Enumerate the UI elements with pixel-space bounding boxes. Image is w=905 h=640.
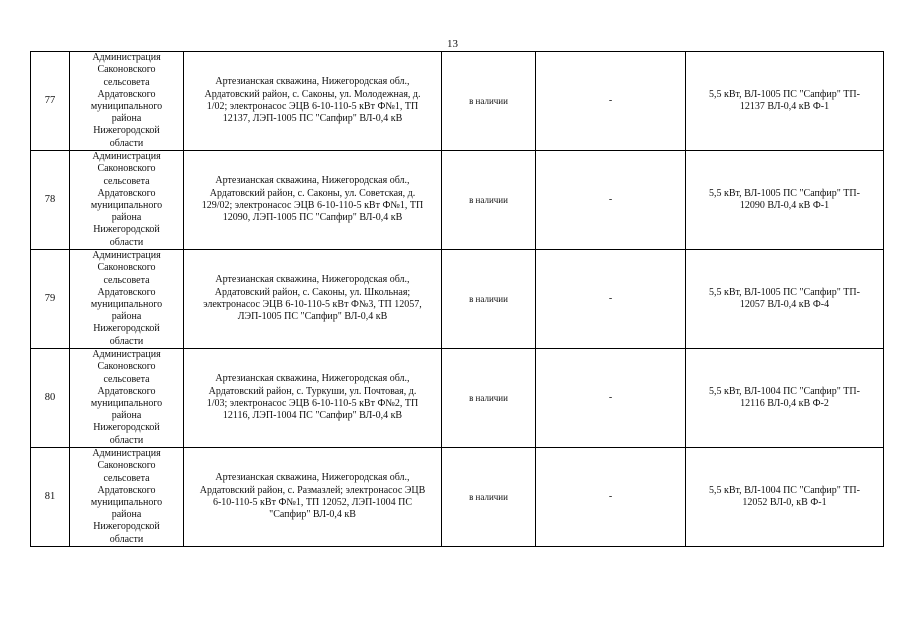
object-description-line: Артезианская скважина, Нижегородская обл.,: [215, 274, 410, 286]
power-supply-line: 12052 ВЛ-0, кВ Ф-1: [742, 497, 827, 508]
owner-line: области: [109, 434, 144, 446]
owner-line: Ардатовского: [97, 385, 156, 397]
owner-line: Администрация: [92, 349, 161, 361]
object-description-line: 129/02; электронасос ЭЦВ 6-10-110-5 кВт Ф№1, ТП: [201, 200, 424, 211]
owner-line: муниципального: [90, 101, 163, 112]
object-description-line: "Сапфир" ВЛ-0,4 кВ: [269, 509, 356, 521]
row-number-cell: 78: [31, 151, 70, 250]
table-row: [31, 349, 884, 448]
status-cell: в наличии: [442, 349, 536, 448]
owner-line: района: [111, 113, 142, 125]
object-description-cell: [184, 349, 442, 448]
power-supply-cell: [686, 151, 884, 250]
object-description-line: Артезианская скважина, Нижегородская обл.,: [215, 472, 410, 484]
page-number: 13: [447, 38, 458, 50]
object-description-line: Артезианская скважина, Нижегородская обл.,: [215, 373, 410, 385]
owner-line: района: [111, 212, 142, 224]
owner-line: района: [111, 410, 142, 422]
power-supply-line: 5,5 кВт, ВЛ-1004 ПС "Сапфир" ТП-: [709, 385, 860, 397]
owner-line: Ардатовского: [97, 187, 156, 199]
note-cell: -: [536, 448, 686, 547]
owner-line: района: [111, 509, 142, 521]
owner-line: Администрация: [92, 151, 161, 163]
owner-line: Нижегородской: [93, 422, 160, 434]
owner-line: муниципального: [90, 497, 163, 508]
owner-line: Саконовского: [97, 64, 156, 76]
owner-line: Нижегородской: [93, 125, 160, 137]
owner-line: района: [111, 311, 142, 323]
object-description-cell: [184, 448, 442, 547]
object-description-line: ЛЭП-1005 ПС "Сапфир" ВЛ-0,4 кВ: [237, 311, 388, 323]
object-description-line: 1/02; электронасос ЭЦВ 6-10-110-5 кВт Ф№1, ТП: [206, 101, 419, 112]
object-description-cell: [184, 250, 442, 349]
owner-cell: [70, 349, 184, 448]
owner-line: муниципального: [90, 299, 163, 310]
object-description-line: Артезианская скважина, Нижегородская обл.,: [215, 76, 410, 88]
owner-line: Ардатовского: [97, 88, 156, 100]
owner-line: муниципального: [90, 200, 163, 211]
owner-line: Ардатовского: [97, 484, 156, 496]
owner-cell: [70, 52, 184, 151]
table-row: [31, 151, 884, 250]
object-description-line: Ардатовский район, с. Саконы, ул. Молодежная, д.: [204, 88, 421, 100]
owner-line: Администрация: [92, 250, 161, 262]
owner-line: Нижегородской: [93, 224, 160, 236]
owner-cell: [70, 151, 184, 250]
object-description-line: Ардатовский район, с. Саконы, ул. Советская, д.: [209, 187, 416, 199]
note-cell: -: [536, 151, 686, 250]
owner-line: Ардатовского: [97, 286, 156, 298]
owner-line: Саконовского: [97, 361, 156, 373]
registry-table: [30, 51, 884, 547]
power-supply-line: 5,5 кВт, ВЛ-1005 ПС "Сапфир" ТП-: [709, 187, 860, 199]
owner-line: Нижегородской: [93, 323, 160, 335]
table-row: [31, 448, 884, 547]
row-number-cell: 80: [31, 349, 70, 448]
owner-line: сельсовета: [103, 274, 150, 286]
status-cell: в наличии: [442, 52, 536, 151]
owner-line: Саконовского: [97, 460, 156, 472]
row-number-cell: 81: [31, 448, 70, 547]
note-cell: -: [536, 349, 686, 448]
power-supply-line: 5,5 кВт, ВЛ-1004 ПС "Сапфир" ТП-: [709, 484, 860, 496]
object-description-line: 6-10-110-5 кВт Ф№1, ТП 12052, ЛЭП-1004 ПС: [212, 497, 413, 508]
owner-line: Саконовского: [97, 262, 156, 274]
object-description-line: электронасос ЭЦВ 6-10-110-5 кВт Ф№3, ТП 12057,: [203, 299, 422, 310]
owner-cell: [70, 448, 184, 547]
power-supply-cell: [686, 349, 884, 448]
power-supply-cell: [686, 52, 884, 151]
power-supply-cell: [686, 448, 884, 547]
object-description-line: 12116, ЛЭП-1004 ПС "Сапфир" ВЛ-0,4 кВ: [222, 410, 403, 422]
owner-line: сельсовета: [103, 175, 150, 187]
object-description-line: 12090, ЛЭП-1005 ПС "Сапфир" ВЛ-0,4 кВ: [222, 212, 403, 224]
row-number-cell: 77: [31, 52, 70, 151]
owner-line: Нижегородской: [93, 521, 160, 533]
registry-body: [31, 52, 884, 547]
power-supply-line: 12090 ВЛ-0,4 кВ Ф-1: [739, 200, 830, 211]
object-description-line: 12137, ЛЭП-1005 ПС "Сапфир" ВЛ-0,4 кВ: [222, 113, 403, 125]
table-row: [31, 250, 884, 349]
owner-line: Администрация: [92, 448, 161, 460]
status-cell: в наличии: [442, 448, 536, 547]
note-cell: -: [536, 52, 686, 151]
power-supply-line: 12116 ВЛ-0,4 кВ Ф-2: [740, 398, 829, 409]
object-description-cell: [184, 52, 442, 151]
owner-cell: [70, 250, 184, 349]
status-cell: в наличии: [442, 250, 536, 349]
row-number-cell: 79: [31, 250, 70, 349]
status-cell: в наличии: [442, 151, 536, 250]
owner-line: муниципального: [90, 398, 163, 409]
power-supply-line: 5,5 кВт, ВЛ-1005 ПС "Сапфир" ТП-: [709, 286, 860, 298]
power-supply-line: 5,5 кВт, ВЛ-1005 ПС "Сапфир" ТП-: [709, 88, 860, 100]
object-description-line: 1/03; электронасос ЭЦВ 6-10-110-5 кВт Ф№2, ТП: [206, 398, 419, 409]
table-row: [31, 52, 884, 151]
owner-line: сельсовета: [103, 373, 150, 385]
power-supply-cell: [686, 250, 884, 349]
object-description-line: Ардатовский район, с. Саконы, ул. Школьная;: [214, 286, 411, 298]
object-description-line: Ардатовский район, с. Туркуши, ул. Почтовая, д.: [208, 385, 417, 397]
power-supply-line: 12057 ВЛ-0,4 кВ Ф-4: [739, 299, 830, 310]
object-description-cell: [184, 151, 442, 250]
owner-line: области: [109, 137, 144, 149]
owner-line: Администрация: [92, 52, 161, 64]
object-description-line: Артезианская скважина, Нижегородская обл.,: [215, 175, 410, 187]
object-description-line: Ардатовский район, с. Размазлей; электронасос ЭЦВ: [199, 484, 426, 496]
owner-line: сельсовета: [103, 472, 150, 484]
owner-line: Саконовского: [97, 163, 156, 175]
owner-line: области: [109, 236, 144, 248]
note-cell: -: [536, 250, 686, 349]
owner-line: области: [109, 335, 144, 347]
owner-line: сельсовета: [103, 76, 150, 88]
owner-line: области: [109, 533, 144, 545]
power-supply-line: 12137 ВЛ-0,4 кВ Ф-1: [739, 101, 830, 112]
